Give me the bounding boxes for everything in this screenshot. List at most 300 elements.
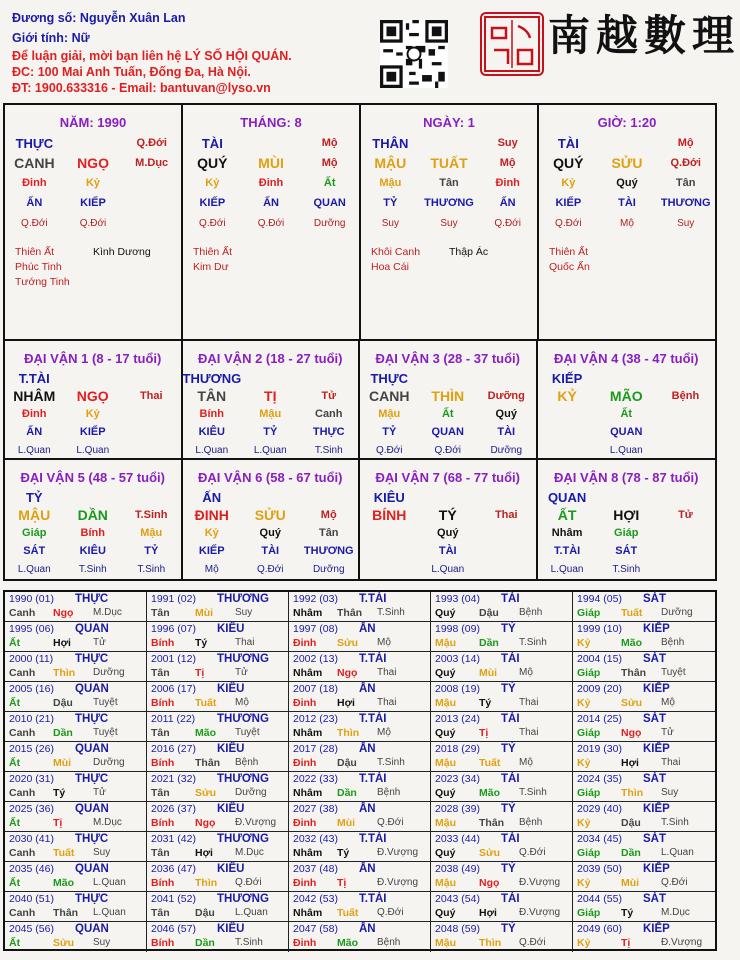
year-stem: Tân <box>151 907 170 919</box>
qr-code-icon <box>380 20 448 88</box>
year-stem: Ất <box>9 937 21 949</box>
year-stage: Đ.Vượng <box>235 817 277 828</box>
hidden-ten-god: SÁT <box>23 545 46 557</box>
row <box>183 441 359 459</box>
pillar-title: NGÀY: 1 <box>423 115 475 130</box>
row <box>539 193 715 213</box>
row <box>5 193 181 213</box>
hidden-stem: Ất <box>441 408 454 420</box>
star: Hoa Cái <box>371 261 409 273</box>
year-stage: Q.Đới <box>377 907 404 918</box>
year-label: 2029 (40) <box>577 803 622 815</box>
year-cell <box>573 892 715 922</box>
earthly-branch: HỢI <box>613 507 640 523</box>
stage: Thai <box>494 509 518 521</box>
year-label: 2044 (55) <box>577 893 622 905</box>
year-branch: Thân <box>53 907 79 919</box>
year-branch: Tuất <box>53 847 75 859</box>
year-branch: Dần <box>195 937 215 949</box>
year-stage: Dưỡng <box>93 667 125 678</box>
stage: Mộ <box>320 509 337 521</box>
row <box>538 423 716 441</box>
year-label: 2033 (44) <box>435 833 480 845</box>
stage: Thai <box>139 390 163 402</box>
year-stem: Bính <box>151 697 175 709</box>
year-label: 2009 (20) <box>577 683 622 695</box>
year-cell <box>431 652 573 682</box>
pillar-0 <box>5 105 183 339</box>
year-cell <box>431 742 573 772</box>
row <box>360 560 536 578</box>
stage: T.Sinh <box>135 509 168 521</box>
year-stem: Đinh <box>293 637 317 649</box>
year-branch: Hợi <box>195 847 213 859</box>
year-ten-god: KIÊU <box>217 863 245 875</box>
row <box>5 133 181 153</box>
year-ten-god: T.TÀI <box>359 773 387 785</box>
year-label: 2012 (23) <box>293 713 338 725</box>
year-stage: Tử <box>661 727 674 738</box>
hidden-stem: Mậu <box>259 408 282 420</box>
year-cell <box>147 622 289 652</box>
year-stem: Mậu <box>435 877 456 889</box>
hidden-stage: L.Quan <box>431 563 465 575</box>
row <box>5 524 181 542</box>
year-cell <box>289 742 431 772</box>
hidden-ten-god: TÀI <box>497 426 516 438</box>
hidden-stage: L.Quan <box>17 563 51 575</box>
year-ten-god: T.TÀI <box>359 593 387 605</box>
dai-van-title: ĐẠI VẬN 5 (48 - 57 tuổi) <box>20 470 165 485</box>
year-cell <box>289 772 431 802</box>
year-stage: Thai <box>235 637 255 648</box>
year-stage: Q.Đới <box>661 877 688 888</box>
year-stage: Mộ <box>661 697 675 708</box>
pillar-title: GIỜ: 1:20 <box>597 115 657 130</box>
header <box>0 0 740 100</box>
dai-van-4 <box>538 341 716 460</box>
row <box>183 387 359 405</box>
year-stem: Mậu <box>435 697 456 709</box>
star: Thập Ác <box>449 246 489 258</box>
year-ten-god: QUAN <box>75 803 109 815</box>
year-ten-god: KIÊU <box>217 623 245 635</box>
year-stem: Ất <box>9 877 21 889</box>
year-ten-god: KIÊU <box>217 923 245 935</box>
year-ten-god: KIÊU <box>217 803 245 815</box>
year-ten-god: QUAN <box>75 743 109 755</box>
year-cell <box>289 592 431 622</box>
row <box>183 153 359 173</box>
year-label: 2020 (31) <box>9 773 54 785</box>
dai-van-title: ĐẠI VẬN 7 (68 - 77 tuổi) <box>375 470 520 485</box>
year-cell <box>573 592 715 622</box>
year-stage: L.Quan <box>93 907 126 918</box>
year-cell <box>573 862 715 892</box>
row <box>360 441 536 459</box>
hidden-ten-god: TÀI <box>438 545 457 557</box>
year-ten-god: THỰC <box>75 773 109 785</box>
hidden-ten-god: QUAN <box>431 426 464 438</box>
year-ten-god: TÀI <box>501 653 520 665</box>
earthly-branch: SỬU <box>254 507 286 523</box>
row <box>539 153 715 173</box>
heavenly-stem: ẤT <box>557 507 577 523</box>
stage: Mộ <box>677 137 694 149</box>
year-stage: T.Sinh <box>519 787 547 798</box>
year-branch: Mùi <box>53 757 72 769</box>
year-cell <box>289 682 431 712</box>
year-label: 2037 (48) <box>293 863 338 875</box>
year-stem: Kỷ <box>577 637 591 649</box>
year-ten-god: TỶ <box>501 803 516 815</box>
year-stage: Dưỡng <box>661 607 693 618</box>
year-stage: Dưỡng <box>93 757 125 768</box>
hidden-stage: L.Quan <box>195 444 229 456</box>
year-stage: Bệnh <box>235 757 259 768</box>
stage: Q.Đới <box>670 157 701 169</box>
hidden-stem: Giáp <box>614 527 639 539</box>
earthly-branch: TỊ <box>264 388 277 404</box>
year-label: 2030 (41) <box>9 833 54 845</box>
dai-van-5 <box>5 460 183 579</box>
year-stage: T.Sinh <box>235 937 263 948</box>
hidden-stage: L.Quan <box>76 444 110 456</box>
year-branch: Hợi <box>53 637 71 649</box>
row <box>538 369 716 387</box>
hidden-ten-god: KIẾP <box>198 545 225 557</box>
hidden-ten-god: SÁT <box>615 545 638 557</box>
year-branch: Mùi <box>337 817 356 829</box>
earthly-branch: SỬU <box>611 155 643 171</box>
star: Tướng Tinh <box>15 276 70 288</box>
hidden-ten-god: KIÊU <box>198 426 225 438</box>
year-stem: Ất <box>9 637 21 649</box>
year-label: 2002 (13) <box>293 653 338 665</box>
row <box>183 506 359 524</box>
hidden-stem: Mậu <box>140 527 163 539</box>
year-stem: Quý <box>435 607 456 619</box>
year-ten-god: THƯƠNG <box>217 593 269 605</box>
hidden-stem: Bính <box>199 408 224 420</box>
year-stage: Tử <box>93 787 106 798</box>
hidden-stage: Dưỡng <box>490 444 523 456</box>
year-stem: Tân <box>151 847 170 859</box>
year-stage: Bệnh <box>519 607 543 618</box>
year-stage: L.Quan <box>235 907 268 918</box>
hidden-ten-god: ẤN <box>263 197 279 209</box>
hidden-stem: Kỷ <box>85 177 101 189</box>
year-label: 2003 (14) <box>435 653 480 665</box>
year-branch: Dậu <box>195 907 215 919</box>
year-cell <box>573 682 715 712</box>
year-stem: Đinh <box>293 757 317 769</box>
year-stem: Bính <box>151 937 175 949</box>
year-branch: Dần <box>479 637 499 649</box>
year-stage: Q.Đới <box>519 937 546 948</box>
year-stage: Tuyệt <box>93 697 118 708</box>
year-cell <box>289 892 431 922</box>
year-cell <box>5 682 147 712</box>
hidden-stage: Mộ <box>204 563 219 575</box>
year-label: 2010 (21) <box>9 713 54 725</box>
hidden-stem: Tân <box>318 527 339 539</box>
year-stem: Mậu <box>435 937 456 949</box>
hidden-stem: Ất <box>323 177 336 189</box>
year-branch: Tị <box>337 877 347 889</box>
year-stem: Kỷ <box>577 757 591 769</box>
hidden-stem: Đinh <box>495 177 520 189</box>
year-stage: Bệnh <box>377 787 401 798</box>
year-branch: Tý <box>479 697 492 709</box>
hidden-stage: Q.Đới <box>555 217 582 229</box>
year-stem: Giáp <box>577 667 601 679</box>
row <box>5 488 181 506</box>
year-branch: Mùi <box>479 667 498 679</box>
hidden-ten-god: TỶ <box>382 426 397 438</box>
hidden-ten-god: ẤN <box>26 197 43 209</box>
hidden-stem: Canh <box>315 408 343 420</box>
earthly-branch: DẦN <box>77 507 108 523</box>
year-cell <box>573 742 715 772</box>
year-cell <box>573 832 715 862</box>
year-stem: Giáp <box>577 607 601 619</box>
year-ten-god: ẤN <box>359 623 376 635</box>
year-label: 2015 (26) <box>9 743 54 755</box>
year-label: 1993 (04) <box>435 593 480 605</box>
annual-luck-table <box>3 590 717 951</box>
year-stage: Thai <box>377 697 397 708</box>
stars-left <box>549 245 627 275</box>
year-ten-god: QUAN <box>75 683 109 695</box>
year-label: 1991 (02) <box>151 593 196 605</box>
year-stem: Mậu <box>435 757 456 769</box>
heavenly-stem: ĐINH <box>194 507 229 523</box>
year-label: 2039 (50) <box>577 863 622 875</box>
year-stage: Q.Đới <box>235 877 262 888</box>
year-branch: Tuất <box>337 907 359 919</box>
year-cell <box>431 922 573 952</box>
year-stem: Ất <box>9 817 21 829</box>
year-branch: Hợi <box>621 757 639 769</box>
row <box>183 560 359 578</box>
hidden-stage: L.Quan <box>17 444 51 456</box>
year-cell <box>5 922 147 952</box>
hidden-stage: T.Sinh <box>612 563 641 575</box>
hidden-stage: Q.Đới <box>494 217 521 229</box>
row <box>360 506 536 524</box>
year-ten-god: THỰC <box>75 653 109 665</box>
year-stem: Canh <box>9 667 36 679</box>
year-ten-god: THỰC <box>75 593 109 605</box>
year-ten-god: THỰC <box>75 713 109 725</box>
heavenly-stem: NHÂM <box>13 388 56 404</box>
ten-god: THỰC <box>370 370 408 386</box>
year-stage: Mộ <box>235 697 249 708</box>
year-stage: Tuyệt <box>235 727 260 738</box>
stage: Suy <box>497 137 518 149</box>
year-ten-god: THƯƠNG <box>217 833 269 845</box>
year-ten-god: KIẾP <box>643 743 670 755</box>
hidden-stage: Dưỡng <box>313 217 346 229</box>
year-branch: Thìn <box>53 667 76 679</box>
year-stem: Canh <box>9 847 36 859</box>
year-stage: Tử <box>235 667 248 678</box>
earthly-branch: TUẤT <box>430 155 468 171</box>
row <box>183 423 359 441</box>
year-branch: Mão <box>479 787 500 799</box>
hidden-stem: Mậu <box>378 408 401 420</box>
earthly-branch: NGỌ <box>77 155 109 171</box>
year-branch: Dậu <box>337 757 357 769</box>
row <box>361 213 537 233</box>
ten-god: THÂN <box>372 135 409 151</box>
year-ten-god: TÀI <box>501 893 520 905</box>
row <box>538 488 716 506</box>
year-stem: Canh <box>9 727 36 739</box>
year-label: 2049 (60) <box>577 923 622 935</box>
year-stem: Tân <box>151 667 170 679</box>
pillar-title: NĂM: 1990 <box>59 115 127 130</box>
year-stage: Đ.Vượng <box>519 877 561 888</box>
year-stage: Suy <box>93 937 111 948</box>
row <box>361 193 537 213</box>
stage: M.Dục <box>135 157 169 169</box>
year-branch: Mão <box>195 727 216 739</box>
year-stem: Kỷ <box>577 697 591 709</box>
year-ten-god: T.TÀI <box>359 893 387 905</box>
year-label: 2011 (22) <box>151 713 196 725</box>
year-stem: Đinh <box>293 937 317 949</box>
hidden-stage: L.Quan <box>609 444 643 456</box>
year-cell <box>431 712 573 742</box>
year-stage: M.Dục <box>93 817 122 828</box>
year-branch: Tuất <box>621 607 643 619</box>
owner-name: Đương số: Nguyễn Xuân Lan <box>12 11 186 25</box>
year-ten-god: THỰC <box>75 893 109 905</box>
hidden-ten-god: THỰC <box>312 426 345 438</box>
hidden-stem: Nhâm <box>551 527 583 539</box>
year-stem: Quý <box>435 847 456 859</box>
year-stage: Suy <box>235 607 253 618</box>
address: ĐC: 100 Mai Anh Tuấn, Đống Đa, Hà Nội. <box>12 65 251 79</box>
year-label: 2028 (39) <box>435 803 480 815</box>
year-ten-god: THỰC <box>75 833 109 845</box>
ten-god: TỶ <box>25 489 43 505</box>
year-stem: Tân <box>151 607 170 619</box>
year-stem: Canh <box>9 787 36 799</box>
row <box>360 524 536 542</box>
year-label: 1996 (07) <box>151 623 196 635</box>
dai-van-title: ĐẠI VẬN 2 (18 - 27 tuổi) <box>198 351 343 366</box>
year-label: 2018 (29) <box>435 743 480 755</box>
year-label: 2019 (30) <box>577 743 622 755</box>
row <box>183 542 359 560</box>
year-ten-god: ẤN <box>359 923 376 935</box>
hidden-stem: Mậu <box>379 177 402 189</box>
year-branch: Thìn <box>337 727 360 739</box>
year-stem: Quý <box>435 787 456 799</box>
year-cell <box>147 712 289 742</box>
hidden-ten-god: KIÊU <box>79 545 106 557</box>
row <box>539 213 715 233</box>
year-branch: Thân <box>479 817 505 829</box>
earthly-branch: MÃO <box>609 388 643 404</box>
year-stage: L.Quan <box>93 877 126 888</box>
year-stage: T.Sinh <box>377 757 405 768</box>
row <box>183 213 359 233</box>
year-stage: Q.Đới <box>519 847 546 858</box>
year-stage: Thai <box>377 667 397 678</box>
year-label: 1990 (01) <box>9 593 54 605</box>
row <box>361 153 537 173</box>
dai-van-2 <box>183 341 361 460</box>
year-stage: Mộ <box>519 667 533 678</box>
year-stage: L.Quan <box>661 847 694 858</box>
row <box>183 405 359 423</box>
year-cell <box>289 622 431 652</box>
year-cell <box>431 622 573 652</box>
year-label: 2005 (16) <box>9 683 54 695</box>
year-ten-god: SÁT <box>643 713 666 725</box>
year-stage: Mộ <box>519 757 533 768</box>
row <box>5 387 181 405</box>
year-cell <box>573 922 715 952</box>
year-branch: Thân <box>195 757 221 769</box>
earthly-branch: THÌN <box>431 388 465 404</box>
year-branch: Tị <box>195 667 205 679</box>
hidden-ten-god: KIẾP <box>555 197 582 209</box>
hidden-stage: L.Quan <box>253 444 287 456</box>
stage: Tử <box>678 509 693 521</box>
year-stage: Mộ <box>377 637 391 648</box>
stars-right <box>93 245 171 290</box>
year-ten-god: T.TÀI <box>359 653 387 665</box>
year-cell <box>431 802 573 832</box>
year-cell <box>147 892 289 922</box>
year-label: 2047 (58) <box>293 923 338 935</box>
year-label: 2001 (12) <box>151 653 196 665</box>
row <box>5 213 181 233</box>
year-stage: Thai <box>519 727 539 738</box>
star: Kình Dương <box>93 246 151 258</box>
dai-van-title: ĐẠI VẬN 4 (38 - 47 tuổi) <box>554 351 699 366</box>
year-branch: Sửu <box>479 847 501 859</box>
stage: Mộ <box>321 137 338 149</box>
row <box>538 441 716 459</box>
year-label: 2013 (24) <box>435 713 480 725</box>
row <box>538 506 716 524</box>
year-stem: Kỷ <box>577 817 591 829</box>
year-stem: Bính <box>151 757 175 769</box>
year-stage: M.Dục <box>661 907 690 918</box>
year-cell <box>5 742 147 772</box>
gender: Giới tính: Nữ <box>12 31 90 45</box>
seal-stamp-icon <box>480 12 544 76</box>
year-stage: T.Sinh <box>377 607 405 618</box>
year-cell <box>147 652 289 682</box>
year-cell <box>5 892 147 922</box>
row <box>360 488 536 506</box>
hidden-stage: Suy <box>381 217 399 229</box>
stage: Bệnh <box>671 390 700 402</box>
year-ten-god: TÀI <box>501 593 520 605</box>
hidden-stem: Đinh <box>22 408 47 420</box>
year-stem: Tân <box>151 727 170 739</box>
year-branch: Sửu <box>53 937 75 949</box>
row <box>361 133 537 153</box>
ten-god: ẤN <box>202 489 222 505</box>
